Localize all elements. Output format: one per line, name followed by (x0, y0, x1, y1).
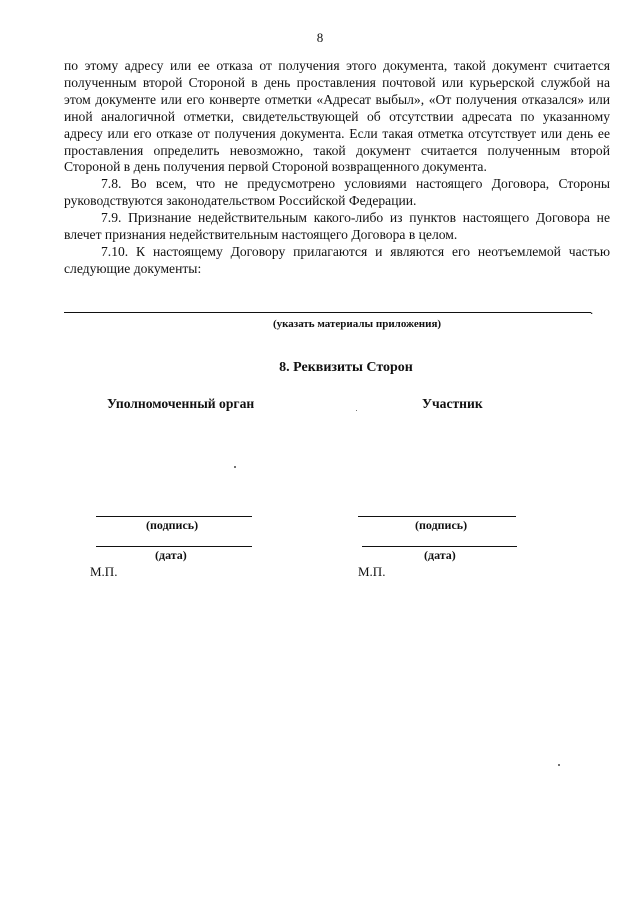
right-signature-caption: (подпись) (415, 518, 468, 532)
attachments-caption: (указать материалы приложения) (272, 318, 442, 330)
attachments-fill-line (64, 312, 591, 313)
right-signature-line (358, 516, 516, 517)
left-signature-caption: (подпись) (146, 518, 199, 532)
party-right-title: Участник (422, 396, 483, 411)
party-left-title: Уполномоченный орган (107, 396, 255, 411)
paragraph-7-9: 7.9. Признание недействительным какого-либо из пунктов настоящего Договора не влечет признания недействительным настоящего Договора в целом. (64, 210, 610, 243)
paragraph-7-8: 7.8. Во всем, что не предусмотрено условиями настоящего Договора, Стороны руководствуются законодательством Российской Федерации. (64, 176, 610, 209)
right-seal-mark: М.П. (358, 564, 386, 579)
attachments-fill-line-end: . (590, 302, 594, 317)
left-seal-mark: М.П. (90, 564, 118, 579)
scan-speck (558, 764, 560, 766)
section-title: 8. Реквизиты Сторон (279, 360, 413, 375)
right-date-line (362, 546, 517, 547)
left-date-line (96, 546, 252, 547)
page-number: 8 (316, 30, 324, 45)
right-date-caption: (дата) (424, 548, 456, 562)
left-signature-line (96, 516, 252, 517)
scan-speck (234, 466, 236, 468)
scan-speck (356, 410, 357, 411)
paragraph-7-10: 7.10. К настоящему Договору прилагаются и являются его неотъемлемой частью следующие документы: (64, 243, 610, 276)
left-date-caption: (дата) (155, 548, 187, 562)
paragraph-continuation: по этому адресу или ее отказа от получения этого документа, такой документ считается полученным второй Стороной в день проставления почтовой или курьерской службой на этом документе или его конверте отметки «Адресат выбыл», «От получения отказался» или иной аналогичной отметки, свидетельствующей об отсутствии адресата по указанному адресу или его отказе от получения документа. Если такая отметка отсутствует или день ее проставления определить невозможно, такой документ считается полученным второй Стороной в день получения первой Стороной возвращенного документа. (64, 58, 610, 175)
contract-text (64, 58, 610, 278)
